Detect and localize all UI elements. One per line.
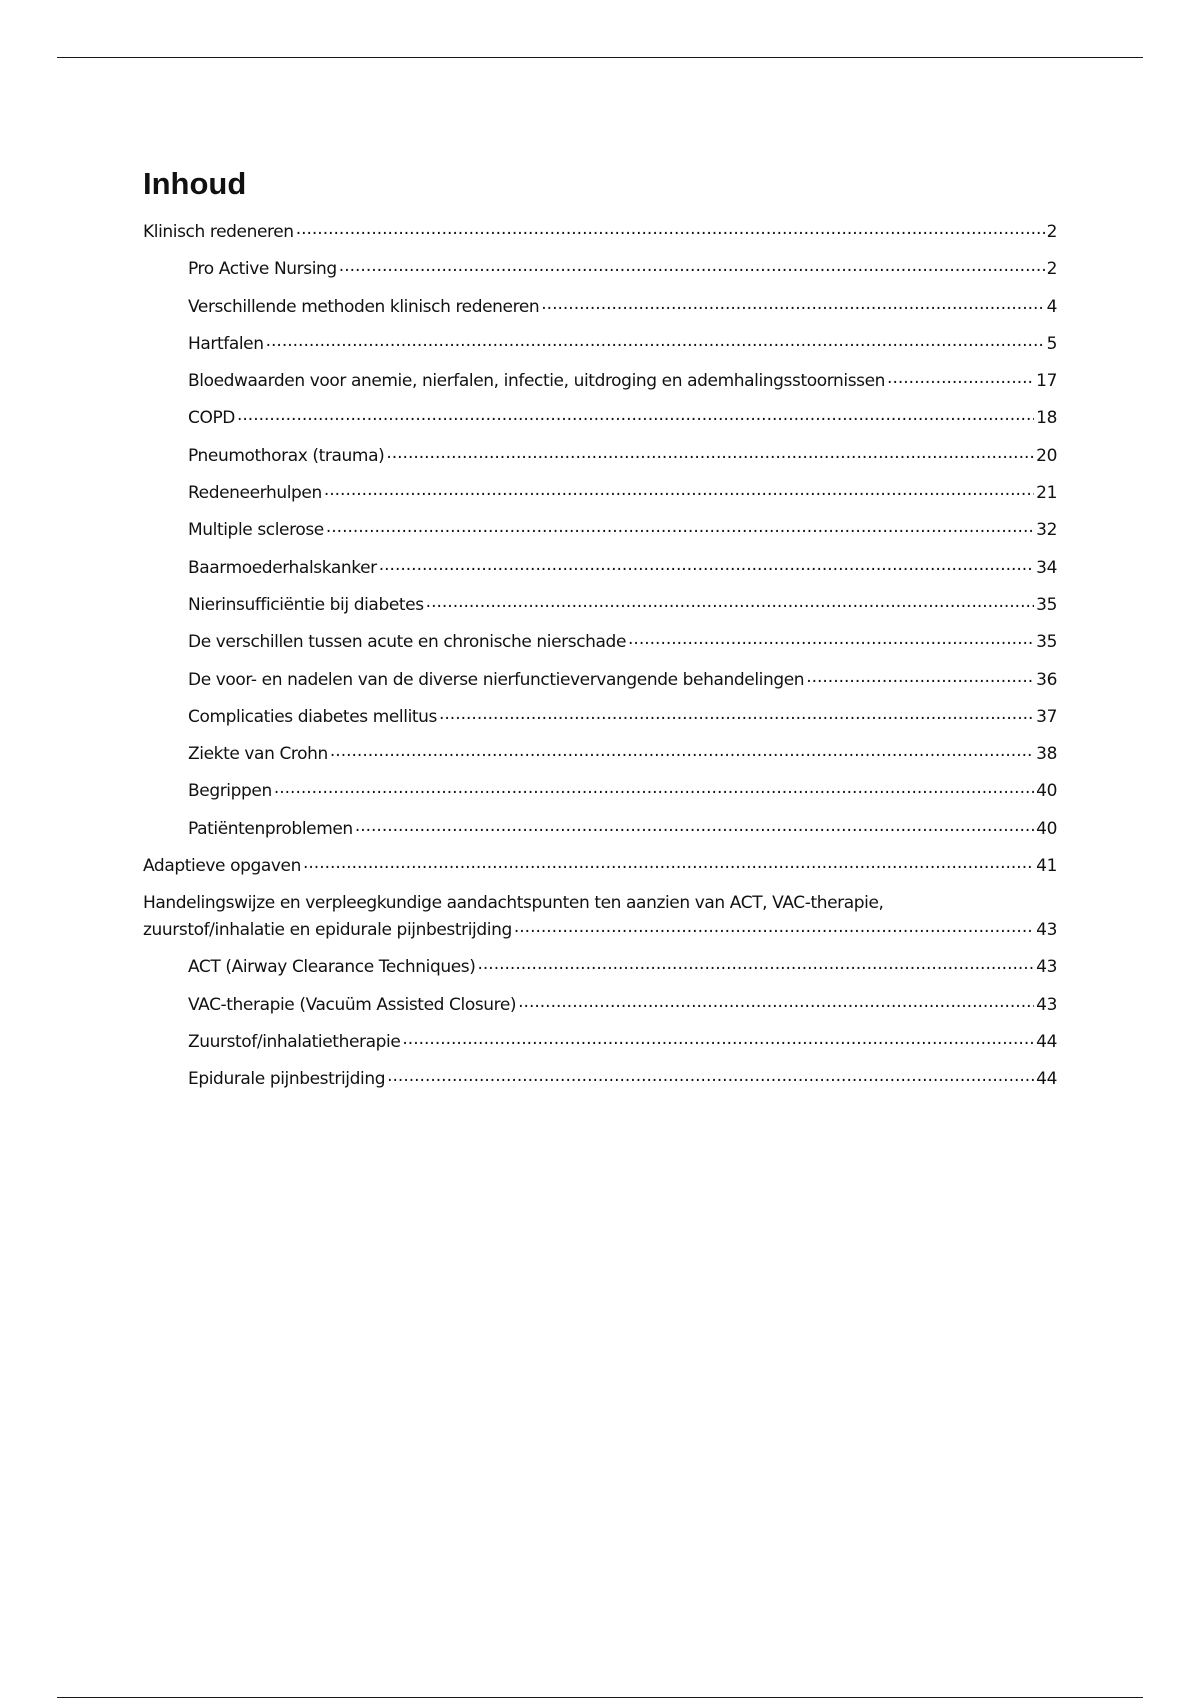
toc-entry-page: 21: [1034, 480, 1057, 506]
toc-entry-label: Adaptieve opgaven .....: [143, 856, 303, 876]
toc-entry-page: 18: [1034, 405, 1057, 431]
toc-entry[interactable]: [143, 405, 1057, 442]
toc-entry-page: 44: [1034, 1066, 1057, 1092]
toc-entry-page: 4: [1045, 294, 1057, 320]
toc-entry-label-line2: zuurstof/inhalatie en epidurale pijnbestrijding .....: [143, 920, 514, 940]
toc-entry-label: COPD .....: [188, 408, 237, 428]
toc-entry-page: 34: [1034, 555, 1057, 581]
toc-entry[interactable]: [143, 890, 1057, 954]
toc-entry-label: Bloedwaarden voor anemie, nierfalen, infectie, uitdroging en ademhalingsstoornissen .....: [188, 371, 887, 391]
toc-entry-page: 35: [1034, 629, 1057, 655]
toc-entry[interactable]: [143, 954, 1057, 991]
toc-entry-label-line1: Handelingswijze en verpleegkundige aandachtspunten ten aanzien van ACT, VAC-therapie,: [143, 893, 884, 914]
toc-entry-page: 17: [1034, 368, 1057, 394]
toc-entry[interactable]: [143, 443, 1057, 480]
toc-entry[interactable]: [143, 816, 1057, 853]
toc-entry-page: 32: [1034, 517, 1057, 543]
toc-entry-page: 2: [1045, 256, 1057, 282]
toc-entry-label: Patiëntenproblemen .....: [188, 819, 355, 839]
toc-entry[interactable]: [143, 667, 1057, 704]
toc-entry[interactable]: [143, 517, 1057, 554]
toc-entry[interactable]: [143, 219, 1057, 256]
toc-entry[interactable]: [143, 629, 1057, 666]
toc-entry-label: Pneumothorax (trauma) .....: [188, 446, 386, 466]
toc-entry-label: Ziekte van Crohn .....: [188, 744, 330, 764]
toc-entry[interactable]: [143, 1029, 1057, 1066]
toc-entry-page: 36: [1034, 667, 1057, 693]
toc-entry-label: Baarmoederhalskanker .....: [188, 558, 379, 578]
toc-entry-page: 40: [1034, 816, 1057, 842]
toc-entry-page: 5: [1045, 331, 1057, 357]
page-title: Inhoud: [143, 166, 247, 201]
header-rule: [57, 57, 1143, 58]
toc-entry[interactable]: [143, 778, 1057, 815]
toc-entry-page: 2: [1045, 219, 1057, 245]
toc-entry-label: Klinisch redeneren .....: [143, 222, 296, 242]
toc-entry[interactable]: [143, 256, 1057, 293]
toc-entry-page: 40: [1034, 778, 1057, 804]
toc-entry[interactable]: [143, 331, 1057, 368]
toc-entry-page: 43: [1034, 954, 1057, 980]
toc-entry[interactable]: [143, 592, 1057, 629]
toc-entry-label: De voor- en nadelen van de diverse nierfunctievervangende behandelingen .....: [188, 670, 806, 690]
toc-entry[interactable]: [143, 294, 1057, 331]
toc-entry-page: 35: [1034, 592, 1057, 618]
toc-entry-label: Begrippen .....: [188, 781, 274, 801]
toc-entry-label: De verschillen tussen acute en chronische nierschade .....: [188, 632, 628, 652]
toc-entry-page: 20: [1034, 443, 1057, 469]
toc-entry-label: ACT (Airway Clearance Techniques) .....: [188, 957, 478, 977]
toc-entry-label-line2-row: [143, 917, 1057, 943]
toc-entry[interactable]: [143, 555, 1057, 592]
toc-entry-label: Redeneerhulpen .....: [188, 483, 324, 503]
toc-entry-label: Hartfalen .....: [188, 334, 266, 354]
footer-rule: [57, 1697, 1143, 1698]
toc-entry-page: 44: [1034, 1029, 1057, 1055]
toc-entry-label: Multiple sclerose .....: [188, 520, 326, 540]
toc-entry[interactable]: [143, 368, 1057, 405]
toc-entry-page: 37: [1034, 704, 1057, 730]
toc-entry-label: Pro Active Nursing .....: [188, 259, 339, 279]
toc-entry[interactable]: [143, 741, 1057, 778]
toc-entry-label: Zuurstof/inhalatietherapie .....: [188, 1032, 402, 1052]
toc-entry-page: 38: [1034, 741, 1057, 767]
toc-entry[interactable]: [143, 853, 1057, 890]
toc-entry[interactable]: [143, 704, 1057, 741]
toc-entry[interactable]: [143, 992, 1057, 1029]
toc-entry[interactable]: [143, 480, 1057, 517]
toc-entry-page: 41: [1034, 853, 1057, 879]
toc-entry-label: Epidurale pijnbestrijding .....: [188, 1069, 387, 1089]
toc-entry-label: Verschillende methoden klinisch redeneren .....: [188, 297, 541, 317]
toc-entry-page: 43: [1034, 917, 1057, 943]
toc-entry-page: 43: [1034, 992, 1057, 1018]
toc-entry-label: Nierinsufficiëntie bij diabetes .....: [188, 595, 426, 615]
toc-entry[interactable]: [143, 1066, 1057, 1103]
toc-entry-label: Complicaties diabetes mellitus .....: [188, 707, 439, 727]
table-of-contents: [143, 219, 1057, 1104]
toc-entry-label: VAC-therapie (Vacuüm Assisted Closure) .....: [188, 995, 518, 1015]
